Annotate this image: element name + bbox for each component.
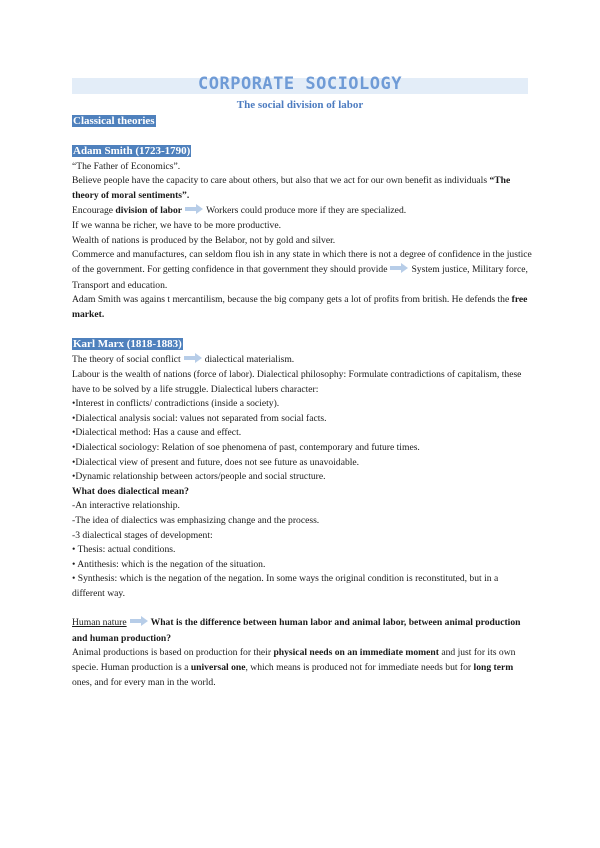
list-item: • Thesis: actual conditions. xyxy=(72,544,176,556)
list-item: -An interactive relationship. xyxy=(72,500,180,512)
list-item: •Dialectical view of present and future, does not see future as unavoidable. xyxy=(72,456,360,468)
smith-line: “The Father of Economics”. xyxy=(72,160,181,172)
smith-paragraph: Commerce and manufactures, can seldom flou ish in any state in which there is not a degree of confidence in the justice of the government. For getting confidence in that government they should provide System justice, Military force, Transport and education. xyxy=(72,249,532,291)
section-heading-marx: Karl Marx (1818-1883) xyxy=(73,337,182,350)
list-item: •Dialectical sociology: Relation of soe phenomena of past, contemporary and future times. xyxy=(72,442,420,454)
arrow-right-icon xyxy=(390,263,408,279)
arrow-right-icon xyxy=(130,616,148,632)
marx-paragraph: Labour is the wealth of nations (force of labor). Dialectical philosophy: Formulate contradictions of capitalism, these have to be solved by a life struggle. Dialectical lubers character: xyxy=(72,369,522,395)
list-item: •Dynamic relationship between actors/people and social structure. xyxy=(72,471,326,483)
human-nature-paragraph: Animal productions is based on production for their physical needs on an immediate moment and just for its own specie. Human production is a universal one, which means is produced not for immediate needs but for long term ones, and for every man in the world. xyxy=(72,647,516,688)
document-title: CORPORATE SOCIOLOGY xyxy=(198,74,402,94)
list-item: •Interest in conflicts/ contradictions (inside a society). xyxy=(72,398,280,410)
list-item: • Antithesis: which is the negation of the situation. xyxy=(72,558,266,570)
smith-line: If we wanna be richer, we have to be more productive. xyxy=(72,220,281,232)
arrow-right-icon xyxy=(184,353,202,369)
smith-paragraph: Adam Smith was agains t mercantilism, because the big company gets a lot of profits from british. He defends the free market. xyxy=(72,294,528,320)
list-item: -3 dialectical stages of development: xyxy=(72,529,213,541)
smith-line: Encourage division of labor Workers could produce more if they are specialized. xyxy=(72,204,532,220)
smith-line: Wealth of nations is produced by the Belabor, not by gold and silver. xyxy=(72,234,336,246)
list-item: • Synthesis: which is the negation of the negation. In some ways the original condition is reconstituted, but in a different way. xyxy=(72,573,499,599)
section-heading-classical: Classical theories xyxy=(73,115,155,127)
list-item: -The idea of dialectics was emphasizing change and the process. xyxy=(72,515,320,527)
smith-paragraph: Believe people have the capacity to care about others, but also that we act for our own benefit as individuals “The theory of moral sentiments”. xyxy=(72,175,511,201)
marx-question: What does dialectical mean? xyxy=(72,485,189,497)
list-item: •Dialectical method: Has a cause and effect. xyxy=(72,427,242,439)
human-nature-question: Human nature What is the difference between human labor and animal labor, between animal production and human production? xyxy=(72,617,521,644)
section-heading-smith: Adam Smith (1723-1790) xyxy=(73,145,191,158)
document-body xyxy=(72,114,532,690)
list-item: •Dialectical analysis social: values not separated from social facts. xyxy=(72,412,327,424)
marx-line: The theory of social conflict dialectical materialism. xyxy=(72,353,532,369)
document-subtitle: The social division of labor xyxy=(236,99,364,111)
arrow-right-icon xyxy=(185,204,203,220)
